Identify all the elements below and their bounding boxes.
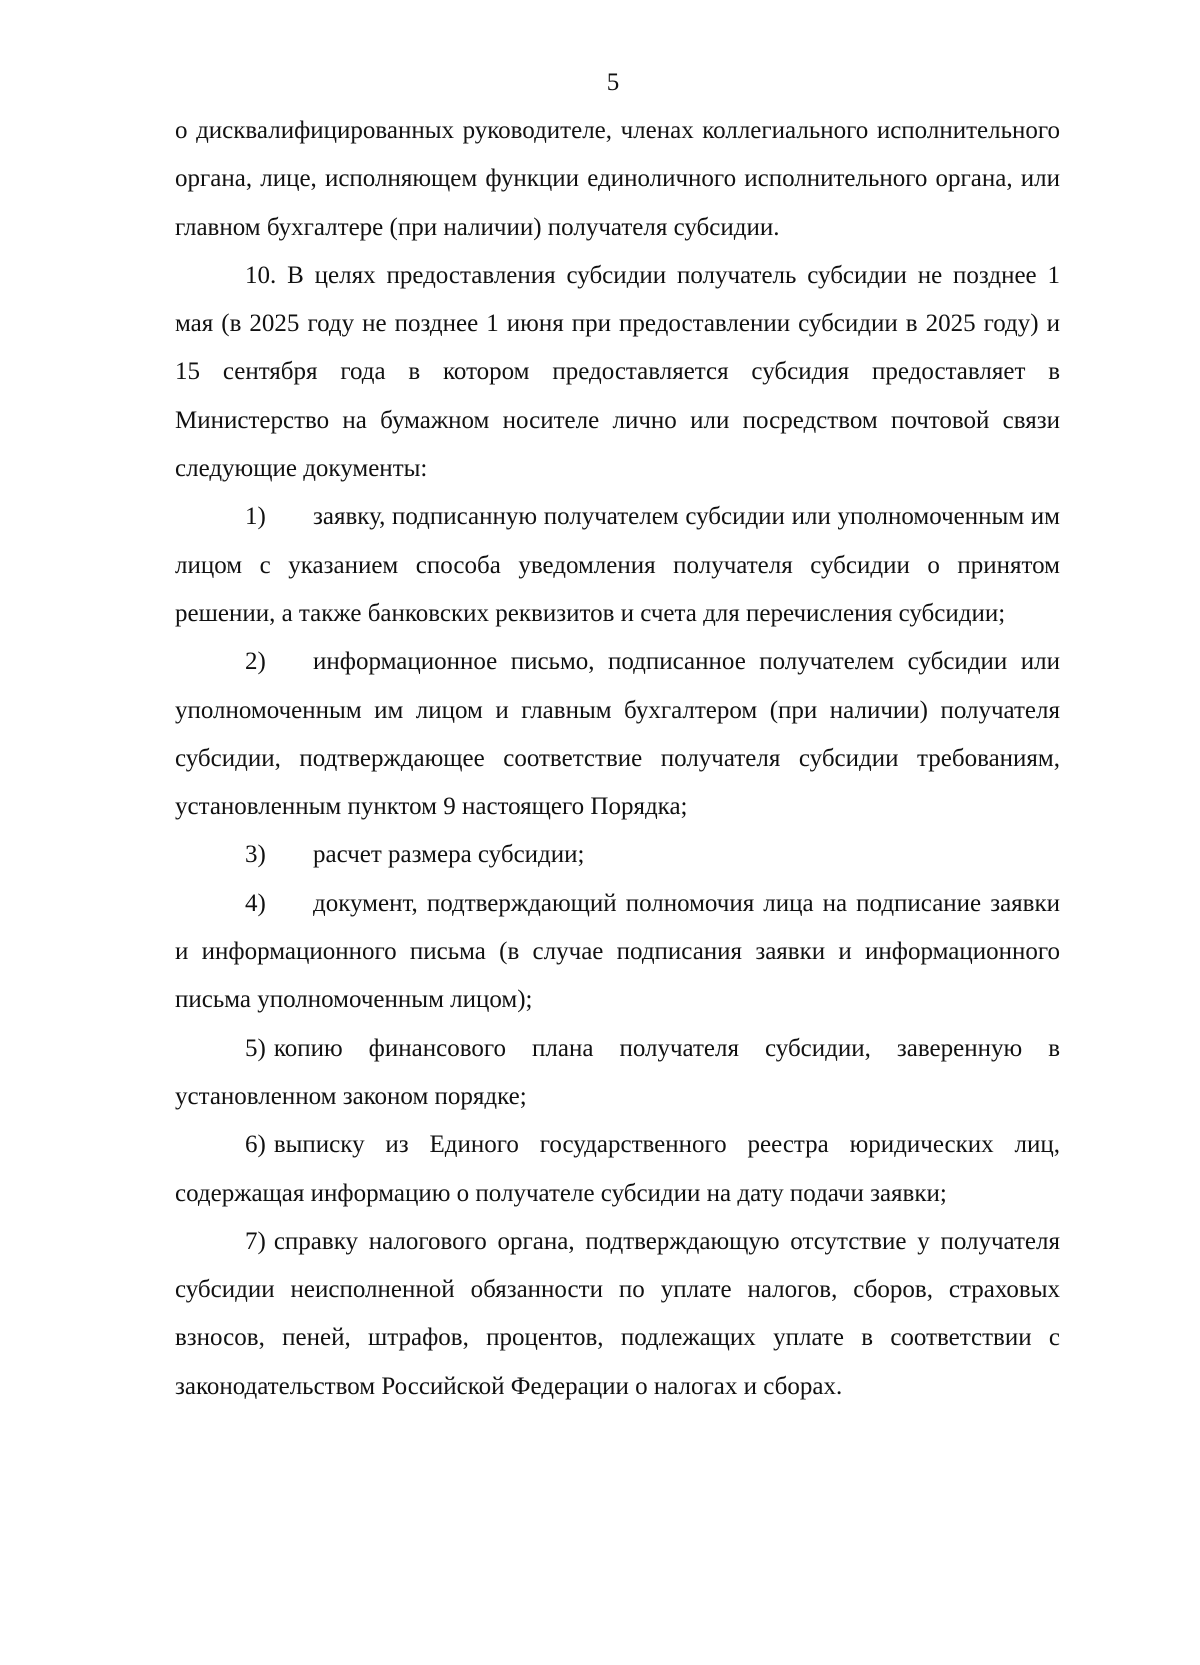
list-item-3 <box>175 831 1060 879</box>
list-item-text: расчет размера субсидии; <box>313 841 585 869</box>
list-item-number: 2) <box>245 648 266 676</box>
document-body <box>175 107 1060 1411</box>
list-item-7 <box>175 1218 1060 1411</box>
list-item-number: 5) <box>245 1034 266 1062</box>
list-item-text: заявку, подписанную получателем субсидии или уполномоченным им лицом с указанием способа уведомления получателя субсидии о принятом решении, а также банковских реквизитов и счета для перечисления субсидии; <box>175 503 1060 627</box>
list-item-number: 3) <box>245 841 266 869</box>
continuation-paragraph: о дисквалифицированных руководителе, членах коллегиального исполнительного органа, лице, исполняющем функции единоличного исполнительного органа, или главном бухгалтере (при наличии) получателя субсидии. <box>175 117 1060 241</box>
list-item-5 <box>175 1025 1060 1122</box>
list-item-text: копию финансового плана получателя субсидии, заверенную в установленном законом порядке; <box>175 1034 1060 1110</box>
list-item-number: 6) <box>245 1131 266 1159</box>
list-item-text: выписку из Единого государственного реестра юридических лиц, содержащая информацию о получателе субсидии на дату подачи заявки; <box>175 1131 1060 1207</box>
list-item-number: 1) <box>245 503 266 531</box>
list-item-text: документ, подтверждающий полномочия лица на подписание заявки и информационного письма (в случае подписания заявки и информационного письма уполномоченным лицом); <box>175 889 1060 1014</box>
list-item-2 <box>175 638 1060 831</box>
section-10-paragraph <box>175 252 1060 493</box>
list-item-number: 7) <box>245 1227 266 1255</box>
list-item-text: информационное письмо, подписанное получателем субсидии или уполномоченным им лицом и главным бухгалтером (при наличии) получателя субсидии, подтверждающее соответствие получателя субсидии требованиям, установленным пунктом 9 настоящего Порядка; <box>175 648 1060 821</box>
section-10-text: В целях предоставления субсидии получатель субсидии не позднее 1 мая (в 2025 году не позднее 1 июня при предоставлении субсидии в 2025 году) и 15 сентября года в котором предоставляется субсидия предоставляет в Министерство на бумажном носителе лично или посредством почтовой связи следующие документы: <box>175 261 1061 483</box>
section-10-number: 10. <box>245 261 277 289</box>
list-item-1 <box>175 493 1060 638</box>
page-number: 5 <box>606 69 620 96</box>
list-item-4 <box>175 880 1060 1025</box>
list-item-text: справку налогового органа, подтверждающую отсутствие у получателя субсидии неисполненной обязанности по уплате налогов, сборов, страховых взносов, пеней, штрафов, процентов, подлежащих уплате в соответствии с законодательством Российской Федерации о налогах и сборах. <box>175 1227 1060 1400</box>
list-item-6 <box>175 1121 1060 1218</box>
list-item-number: 4) <box>245 889 266 917</box>
